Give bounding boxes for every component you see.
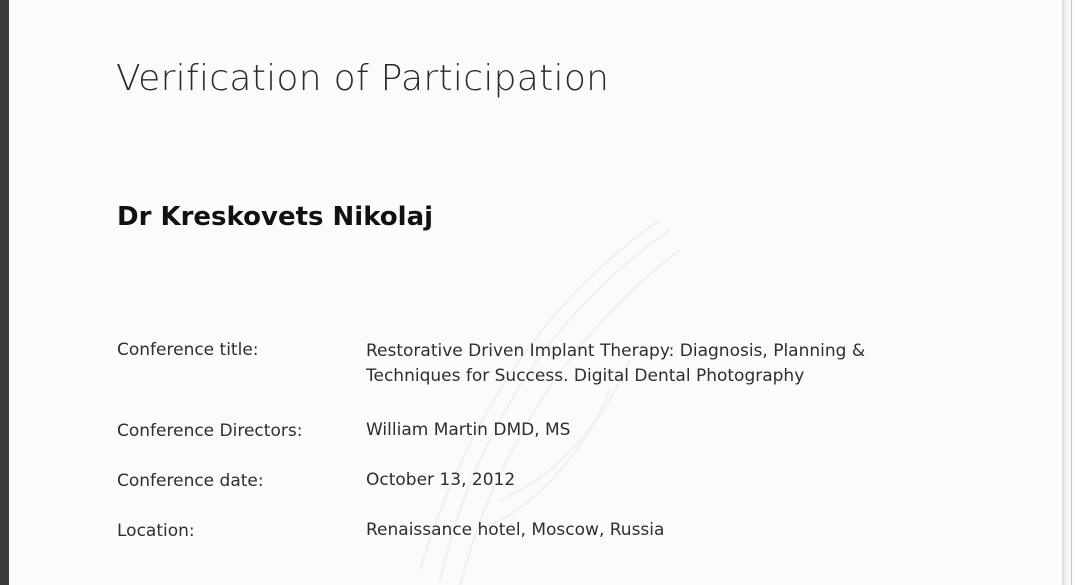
- conference-title-label: Conference title:: [117, 340, 259, 360]
- conference-directors-value: [366, 418, 570, 443]
- conference-date-label: Conference date:: [117, 471, 264, 491]
- location-label: Location:: [117, 521, 195, 541]
- scan-edge-left: [0, 0, 9, 585]
- scan-edge-right-line: [1071, 0, 1072, 585]
- conference-directors-label: Conference Directors:: [117, 421, 303, 441]
- document-title: Verification of Participation: [116, 58, 610, 99]
- conference-date-line-1: October 13, 2012: [366, 470, 516, 490]
- conference-title-line-1: Restorative Driven Implant Therapy: Diagnosis, Planning &: [366, 341, 866, 361]
- scan-edge-right: [1062, 0, 1075, 585]
- conference-title-value: [366, 339, 865, 389]
- conference-directors-line-1: William Martin DMD, MS: [366, 420, 571, 440]
- conference-title-line-2: Techniques for Success. Digital Dental Photography: [366, 366, 805, 386]
- participant-name: Dr Kreskovets Nikolaj: [117, 202, 434, 232]
- conference-date-value: [366, 468, 515, 493]
- location-line-1: Renaissance hotel, Moscow, Russia: [366, 520, 665, 540]
- location-value: [366, 518, 664, 543]
